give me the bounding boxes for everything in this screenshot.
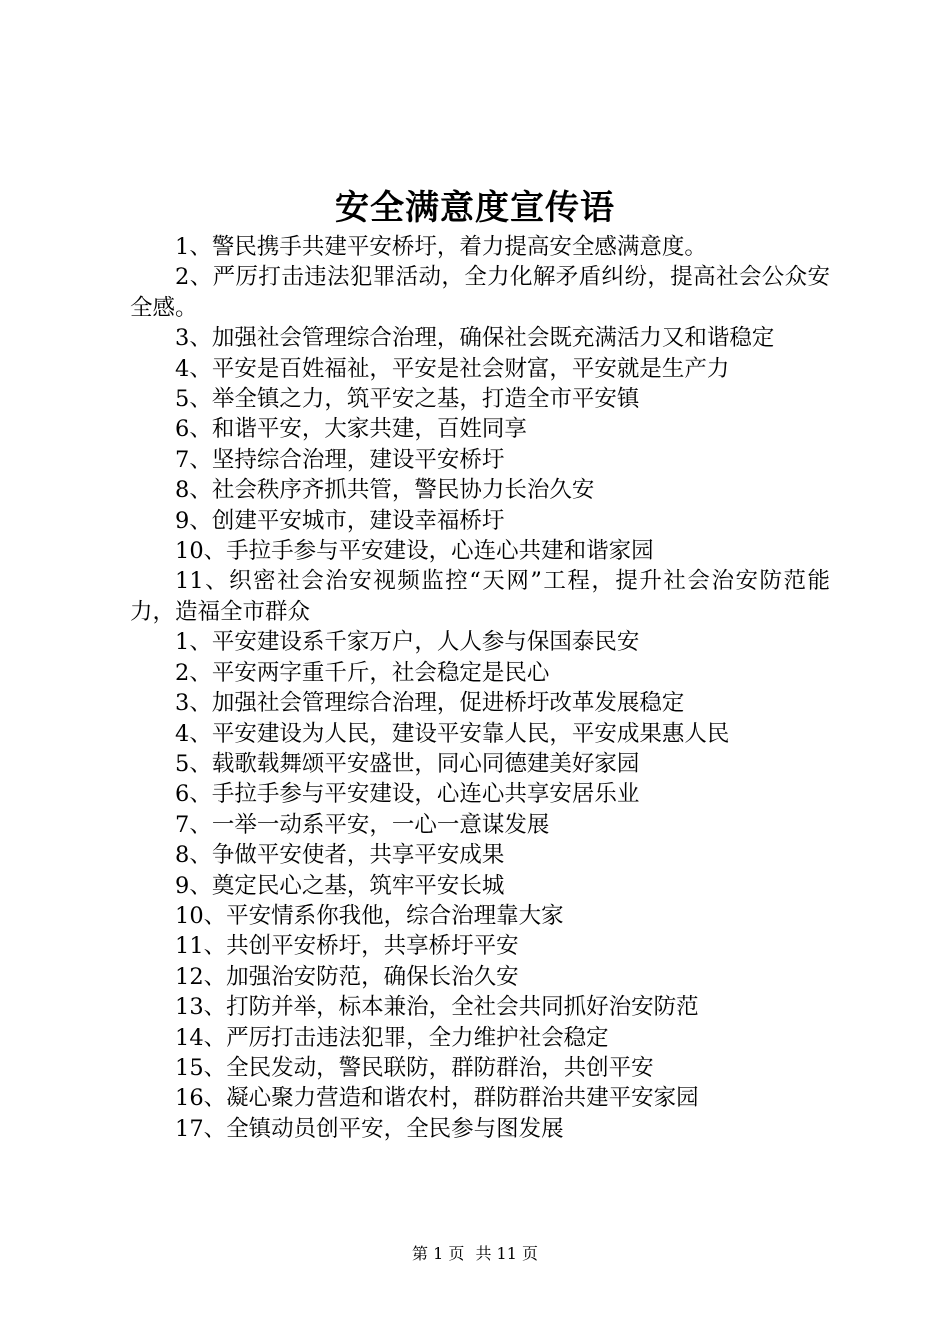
paragraph: 2、平安两字重千斤，社会稳定是民心 xyxy=(175,659,550,686)
paragraph: 3、加强社会管理综合治理，促进桥圩改革发展稳定 xyxy=(175,690,685,717)
paragraph: 4、平安是百姓福祉，平安是社会财富，平安就是生产力 xyxy=(175,355,730,382)
page-total: 共 11 页 xyxy=(475,1244,538,1263)
document-title: 安全满意度宣传语 xyxy=(335,188,615,228)
paragraph: 10、手拉手参与平安建设，心连心共建和谐家园 xyxy=(175,538,654,565)
document-body xyxy=(130,232,830,1144)
paragraph: 8、社会秩序齐抓共管，警民协力长治久安 xyxy=(175,477,595,504)
paragraph: 3、加强社会管理综合治理，确保社会既充满活力又和谐稳定 xyxy=(175,325,775,352)
paragraph: 16、凝心聚力营造和谐农村，群防群治共建平安家园 xyxy=(175,1085,699,1112)
paragraph: 11、共创平安桥圩，共享桥圩平安 xyxy=(175,933,519,960)
paragraph: 2、严厉打击违法犯罪活动，全力化解矛盾纠纷，提高社会公众安全感。 xyxy=(130,264,830,321)
paragraph: 8、争做平安使者，共享平安成果 xyxy=(175,842,505,869)
paragraph: 9、创建平安城市，建设幸福桥圩 xyxy=(175,507,505,534)
paragraph: 6、手拉手参与平安建设，心连心共享安居乐业 xyxy=(175,781,640,808)
paragraph: 11、织密社会治安视频监控“天网”工程，提升社会治安防范能力，造福全市群众 xyxy=(130,568,830,625)
paragraph: 1、警民携手共建平安桥圩，着力提高安全感满意度。 xyxy=(175,234,707,260)
paragraph: 15、全民发动，警民联防，群防群治，共创平安 xyxy=(175,1054,654,1081)
paragraph: 14、严厉打击违法犯罪，全力维护社会稳定 xyxy=(175,1024,609,1051)
page-number: 第 1 页 xyxy=(412,1244,465,1263)
paragraph: 7、一举一动系平安，一心一意谋发展 xyxy=(175,811,550,838)
paragraph: 5、举全镇之力，筑平安之基，打造全市平安镇 xyxy=(175,386,640,413)
paragraph: 7、坚持综合治理，建设平安桥圩 xyxy=(175,446,505,473)
paragraph: 12、加强治安防范，确保长治久安 xyxy=(175,963,519,990)
page-footer xyxy=(0,1243,950,1265)
paragraph: 17、全镇动员创平安，全民参与图发展 xyxy=(175,1115,564,1142)
paragraph: 1、平安建设系千家万户，人人参与保国泰民安 xyxy=(175,629,640,656)
paragraph: 13、打防并举，标本兼治，全社会共同抓好治安防范 xyxy=(175,994,699,1021)
paragraph: 6、和谐平安，大家共建，百姓同享 xyxy=(175,416,527,443)
paragraph: 4、平安建设为人民，建设平安靠人民，平安成果惠人民 xyxy=(175,720,730,747)
paragraph: 5、载歌载舞颂平安盛世，同心同德建美好家园 xyxy=(175,750,640,777)
paragraph: 10、平安情系你我他，综合治理靠大家 xyxy=(175,902,564,929)
paragraph: 9、奠定民心之基，筑牢平安长城 xyxy=(175,872,505,899)
